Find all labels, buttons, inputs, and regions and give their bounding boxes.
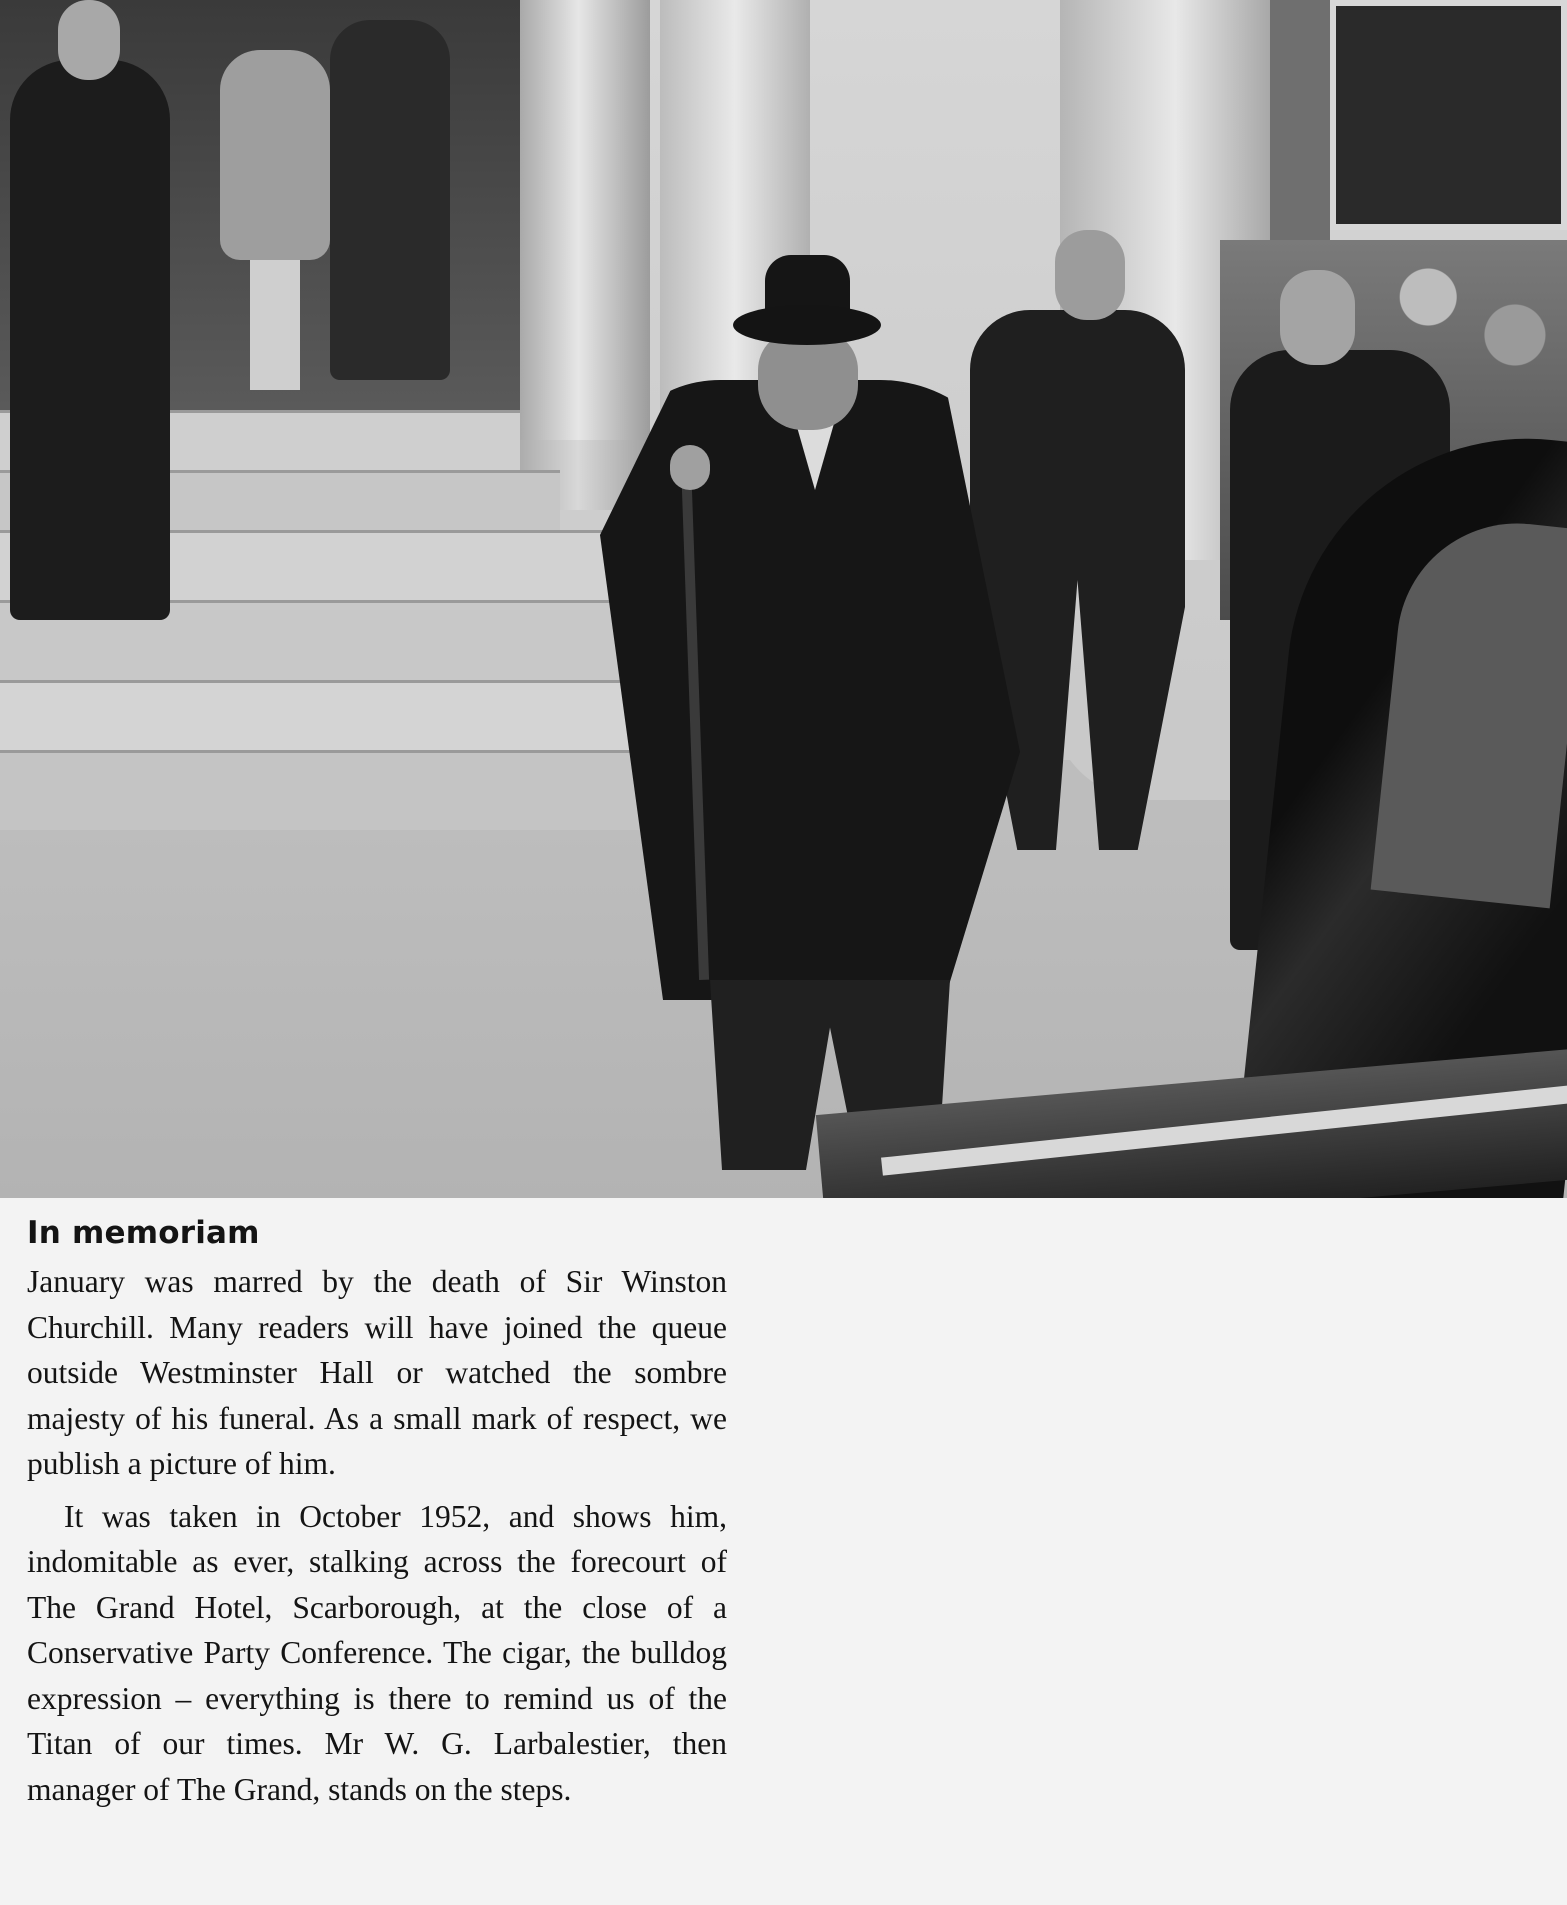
onlooker (220, 50, 330, 260)
man-at-car-head (1280, 270, 1355, 365)
hotel-manager-head (58, 0, 120, 80)
article-heading: In memoriam (27, 1215, 260, 1251)
article-paragraph: January was marred by the death of Sir Winston Churchill. Many readers will have joined the queue outside Westminster Hall or watched the sombre majesty of his funeral. As a small mark of respect, we publish a picture of him. (27, 1264, 727, 1481)
churchill-overcoat (600, 380, 1020, 1000)
onlooker (330, 20, 450, 380)
churchill-face (758, 330, 858, 430)
hotel-step (0, 750, 700, 833)
man-in-suit-head (1055, 230, 1125, 320)
hotel-manager-figure (10, 60, 170, 620)
hotel-step (0, 680, 690, 753)
hotel-window (1330, 0, 1567, 230)
hat-brim (733, 305, 881, 345)
onlooker-legs (250, 260, 300, 390)
article-paragraph: It was taken in October 1952, and shows him, indomitable as ever, stalking across the forecourt of The Grand Hotel, Scarborough, at the close of a Conservative Party Conference. The cigar, the bulldog expression – everything is there to remind us of the Titan of our times. Mr W. G. Larbalestier, then manager of The Grand, stands on the steps. (27, 1498, 727, 1807)
article (27, 1215, 727, 1812)
column (520, 0, 650, 500)
churchill-hand (670, 445, 710, 490)
